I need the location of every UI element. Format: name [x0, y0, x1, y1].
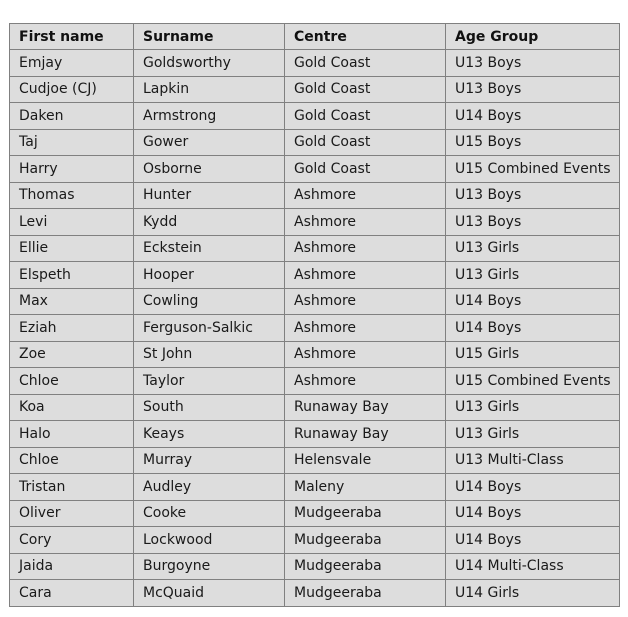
- surname-cell: McQuaid: [134, 580, 285, 607]
- centre-cell: Ashmore: [285, 235, 446, 262]
- surname-cell: Lockwood: [134, 527, 285, 554]
- centre-cell: Runaway Bay: [285, 421, 446, 448]
- table-row: [10, 447, 620, 474]
- centre-cell: Ashmore: [285, 182, 446, 209]
- first-name-cell: Max: [10, 288, 134, 315]
- age-group-cell: U15 Girls: [446, 341, 620, 368]
- age-group-cell: U15 Combined Events: [446, 368, 620, 395]
- age-group-cell: U13 Girls: [446, 421, 620, 448]
- column-header-first-name: First name: [10, 24, 134, 50]
- surname-cell: Murray: [134, 447, 285, 474]
- surname-cell: Osborne: [134, 156, 285, 183]
- first-name-cell: Tristan: [10, 474, 134, 501]
- centre-cell: Ashmore: [285, 209, 446, 236]
- surname-cell: Burgoyne: [134, 553, 285, 580]
- first-name-cell: Cara: [10, 580, 134, 607]
- surname-cell: Taylor: [134, 368, 285, 395]
- surname-cell: Ferguson-Salkic: [134, 315, 285, 342]
- age-group-cell: U14 Girls: [446, 580, 620, 607]
- age-group-cell: U14 Boys: [446, 527, 620, 554]
- centre-cell: Maleny: [285, 474, 446, 501]
- surname-cell: Cooke: [134, 500, 285, 527]
- age-group-cell: U14 Boys: [446, 474, 620, 501]
- centre-cell: Mudgeeraba: [285, 580, 446, 607]
- first-name-cell: Eziah: [10, 315, 134, 342]
- surname-cell: Armstrong: [134, 103, 285, 130]
- first-name-cell: Zoe: [10, 341, 134, 368]
- surname-cell: Lapkin: [134, 76, 285, 103]
- surname-cell: Kydd: [134, 209, 285, 236]
- table-row: [10, 368, 620, 395]
- column-header-age-group: Age Group: [446, 24, 620, 50]
- age-group-cell: U13 Girls: [446, 235, 620, 262]
- surname-cell: Hunter: [134, 182, 285, 209]
- centre-cell: Ashmore: [285, 341, 446, 368]
- column-header-centre: Centre: [285, 24, 446, 50]
- table-row: [10, 156, 620, 183]
- age-group-cell: U14 Boys: [446, 500, 620, 527]
- age-group-cell: U14 Boys: [446, 315, 620, 342]
- centre-cell: Gold Coast: [285, 103, 446, 130]
- age-group-cell: U13 Boys: [446, 76, 620, 103]
- table-row: [10, 182, 620, 209]
- table-row: [10, 129, 620, 156]
- first-name-cell: Koa: [10, 394, 134, 421]
- first-name-cell: Elspeth: [10, 262, 134, 289]
- table-row: [10, 553, 620, 580]
- first-name-cell: Taj: [10, 129, 134, 156]
- table-row: [10, 235, 620, 262]
- table-row: [10, 50, 620, 77]
- table-row: [10, 76, 620, 103]
- surname-cell: Eckstein: [134, 235, 285, 262]
- age-group-cell: U14 Boys: [446, 288, 620, 315]
- age-group-cell: U13 Boys: [446, 50, 620, 77]
- table-row: [10, 474, 620, 501]
- surname-cell: Gower: [134, 129, 285, 156]
- first-name-cell: Halo: [10, 421, 134, 448]
- age-group-cell: U15 Combined Events: [446, 156, 620, 183]
- age-group-cell: U13 Girls: [446, 262, 620, 289]
- centre-cell: Mudgeeraba: [285, 500, 446, 527]
- age-group-cell: U14 Multi-Class: [446, 553, 620, 580]
- table-row: [10, 288, 620, 315]
- centre-cell: Runaway Bay: [285, 394, 446, 421]
- table-row: [10, 580, 620, 607]
- age-group-cell: U13 Boys: [446, 209, 620, 236]
- table-header-row: [10, 24, 620, 50]
- centre-cell: Gold Coast: [285, 76, 446, 103]
- centre-cell: Gold Coast: [285, 156, 446, 183]
- age-group-cell: U13 Multi-Class: [446, 447, 620, 474]
- table-body: [10, 50, 620, 607]
- first-name-cell: Ellie: [10, 235, 134, 262]
- centre-cell: Helensvale: [285, 447, 446, 474]
- centre-cell: Ashmore: [285, 262, 446, 289]
- centre-cell: Ashmore: [285, 368, 446, 395]
- first-name-cell: Harry: [10, 156, 134, 183]
- column-header-surname: Surname: [134, 24, 285, 50]
- first-name-cell: Emjay: [10, 50, 134, 77]
- first-name-cell: Thomas: [10, 182, 134, 209]
- table-row: [10, 394, 620, 421]
- table-row: [10, 341, 620, 368]
- first-name-cell: Cory: [10, 527, 134, 554]
- centre-cell: Gold Coast: [285, 50, 446, 77]
- first-name-cell: Levi: [10, 209, 134, 236]
- centre-cell: Gold Coast: [285, 129, 446, 156]
- surname-cell: Audley: [134, 474, 285, 501]
- first-name-cell: Cudjoe (CJ): [10, 76, 134, 103]
- table-row: [10, 315, 620, 342]
- age-group-cell: U13 Girls: [446, 394, 620, 421]
- athlete-roster-table: [9, 23, 620, 607]
- surname-cell: South: [134, 394, 285, 421]
- table-row: [10, 209, 620, 236]
- centre-cell: Mudgeeraba: [285, 527, 446, 554]
- age-group-cell: U14 Boys: [446, 103, 620, 130]
- surname-cell: Goldsworthy: [134, 50, 285, 77]
- centre-cell: Ashmore: [285, 315, 446, 342]
- surname-cell: Cowling: [134, 288, 285, 315]
- table-row: [10, 262, 620, 289]
- first-name-cell: Chloe: [10, 368, 134, 395]
- age-group-cell: U13 Boys: [446, 182, 620, 209]
- surname-cell: St John: [134, 341, 285, 368]
- surname-cell: Hooper: [134, 262, 285, 289]
- centre-cell: Mudgeeraba: [285, 553, 446, 580]
- centre-cell: Ashmore: [285, 288, 446, 315]
- first-name-cell: Oliver: [10, 500, 134, 527]
- first-name-cell: Chloe: [10, 447, 134, 474]
- table-row: [10, 527, 620, 554]
- table-row: [10, 103, 620, 130]
- age-group-cell: U15 Boys: [446, 129, 620, 156]
- table-row: [10, 421, 620, 448]
- table-row: [10, 500, 620, 527]
- first-name-cell: Daken: [10, 103, 134, 130]
- first-name-cell: Jaida: [10, 553, 134, 580]
- surname-cell: Keays: [134, 421, 285, 448]
